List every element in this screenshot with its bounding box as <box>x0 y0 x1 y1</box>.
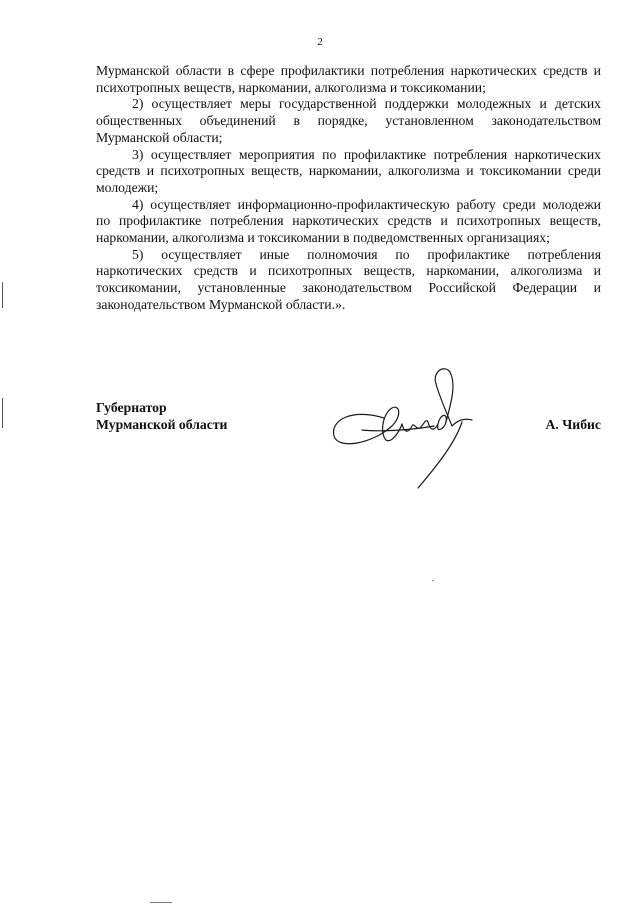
paragraph-item-4: 4) осуществляет информационно-профилактическую работу среди молодежи по профилактике потребления наркотических средств и психотропных веществ, наркомании, алкоголизма и токсикомании в подведомственных организациях; <box>96 196 601 246</box>
signatory-title <box>96 399 227 433</box>
signatory-region: Мурманской области <box>96 417 228 432</box>
paragraph-item-2: 2) осуществляет меры государственной поддержки молодежных и детских общественных объединений в порядке, установленном законодательством Мурманской области; <box>96 96 601 145</box>
signatory-name: А. Чибис <box>545 417 601 432</box>
margin-scan-mark <box>2 398 3 428</box>
paragraph-item-3: 3) осуществляет мероприятия по профилактике потребления наркотических средств и психотропных веществ, наркомании, алкоголизма и токсикомании среди молодежи; <box>96 146 601 195</box>
paragraph-item-5: 5) осуществляет иные полномочия по профилактике потребления наркотических средств и психотропных веществ, наркомании, алкоголизма и токсикомании, установленные законодательством Российской Федерации и законодательством Мурманской области.». <box>96 246 601 312</box>
scan-edge-line <box>150 902 172 903</box>
handwritten-signature <box>322 360 492 495</box>
page-number: 2 <box>317 36 323 48</box>
document-body <box>96 63 601 314</box>
scan-speck <box>432 580 434 581</box>
paragraph-continuation: Мурманской области в сфере профилактики потребления наркотических средств и психотропных веществ, наркомании, алкоголизма и токсикомании; <box>96 63 601 95</box>
signatory-position: Губернатор <box>96 400 167 415</box>
margin-scan-mark <box>2 282 3 308</box>
